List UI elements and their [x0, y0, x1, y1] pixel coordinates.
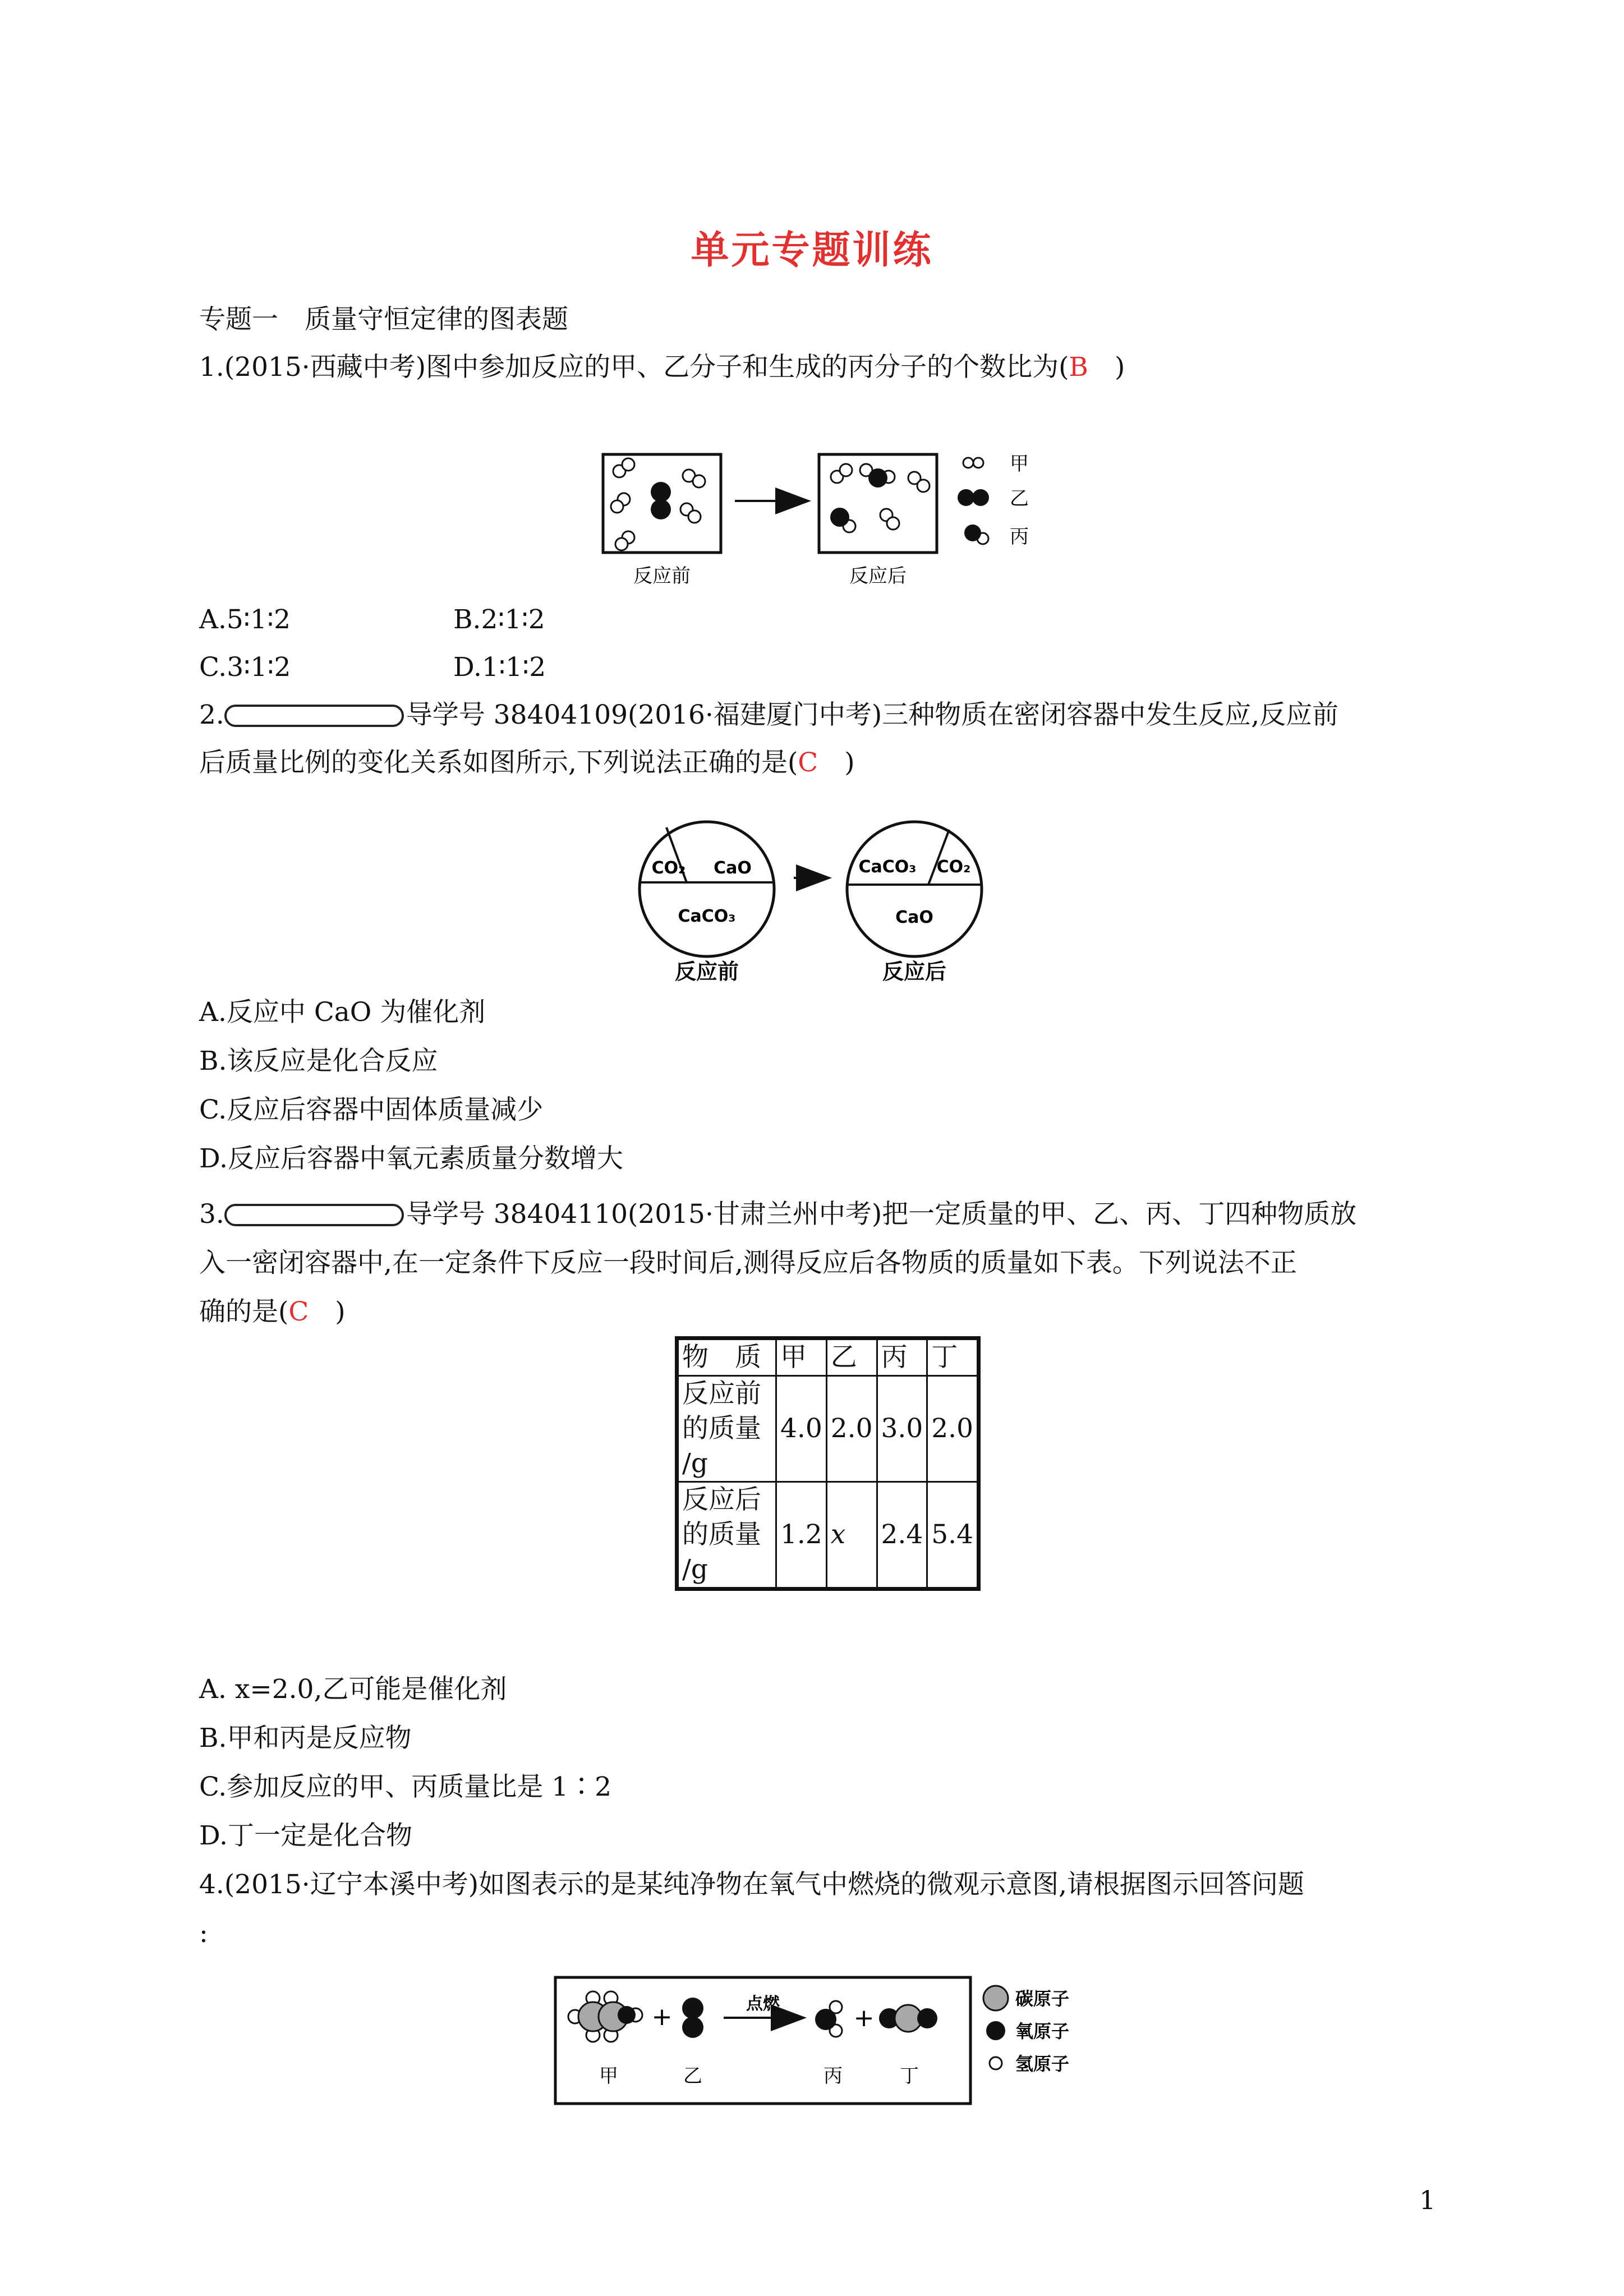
- q2-option-d: D.反应后容器中氧元素质量分数增大: [199, 1143, 623, 1174]
- mass-table: [675, 1336, 981, 1591]
- svg-text:+: +: [853, 2004, 875, 2032]
- q1-option-a: A.5∶1∶2: [199, 604, 291, 635]
- svg-text:+: +: [651, 2003, 673, 2031]
- q2-option-a: A.反应中 CaO 为催化剂: [199, 997, 486, 1028]
- svg-text:氢原子: 氢原子: [1015, 2053, 1070, 2074]
- table-row: 物 质 甲 乙 丙 丁: [677, 1338, 979, 1376]
- svg-text:CaO: CaO: [895, 908, 933, 927]
- legend-jia: 甲: [1010, 453, 1029, 475]
- svg-text:丙: 丙: [823, 2065, 843, 2087]
- q4-combustion-figure: [553, 1975, 1102, 2109]
- after-label: 反应后: [849, 565, 907, 587]
- svg-text:CO₂: CO₂: [936, 857, 971, 877]
- table-row: 反应前 的质量 /g 4.0 2.0 3.0 2.0: [677, 1376, 979, 1482]
- question-4-line-2: :: [199, 1918, 208, 1949]
- section-heading: 专题一 质量守恒定律的图表题: [199, 304, 568, 335]
- svg-text:CaCO₃: CaCO₃: [858, 857, 917, 877]
- answer-mark: B: [1069, 352, 1088, 383]
- page-number: 1: [1419, 2185, 1436, 2215]
- legend-bing: 丙: [1010, 526, 1029, 548]
- svg-text:甲: 甲: [599, 2065, 618, 2087]
- svg-text:乙: 乙: [683, 2065, 702, 2087]
- question-3: 3. 导学号 38404110(2015·甘肃兰州中考)把一定质量的甲、乙、丙、丁四种物质放: [199, 1199, 1357, 1230]
- q3-option-c: C.参加反应的甲、丙质量比是 1∶2: [199, 1772, 611, 1802]
- svg-text:碳原子: 碳原子: [1015, 1988, 1070, 2009]
- question-2-line-2: 后质量比例的变化关系如图所示,下列说法正确的是(C ): [199, 747, 855, 778]
- q1-reaction-figure: [595, 443, 1055, 595]
- answer-mark: C: [288, 1296, 309, 1327]
- q3-option-d: D.丁一定是化合物: [199, 1820, 412, 1851]
- question-number: 1.: [199, 352, 224, 383]
- q1-option-c: C.3∶1∶2: [199, 652, 291, 683]
- question-text: (2015·西藏中考)图中参加反应的甲、乙分子和生成的丙分子的个数比为(: [224, 352, 1069, 383]
- q1-option-b: B.2∶1∶2: [453, 604, 545, 635]
- page-title: 单元专题训练: [691, 228, 933, 273]
- answer-mark: C: [798, 747, 818, 778]
- question-4: 4.(2015·辽宁本溪中考)如图表示的是某纯净物在氧气中燃烧的微观示意图,请根据图示回答问题: [199, 1869, 1305, 1900]
- question-3-line-2: 入一密闭容器中,在一定条件下反应一段时间后,测得反应后各物质的质量如下表。下列说法不正: [199, 1248, 1297, 1278]
- q2-option-c: C.反应后容器中固体质量减少: [199, 1094, 544, 1125]
- reaction-condition: 点燃: [746, 1994, 780, 2014]
- q3-option-b: B.甲和丙是反应物: [199, 1723, 412, 1754]
- svg-text:CaCO₃: CaCO₃: [678, 907, 736, 926]
- svg-text:丁: 丁: [900, 2065, 919, 2087]
- question-1: 1.(2015·西藏中考)图中参加反应的甲、乙分子和生成的丙分子的个数比为(B ): [199, 352, 1125, 383]
- before-label: 反应前: [633, 565, 691, 587]
- question-2: 2. 导学号 38404109(2016·福建厦门中考)三种物质在密闭容器中发生反应,反应前: [199, 700, 1339, 730]
- q2-option-b: B.该反应是化合反应: [199, 1046, 438, 1076]
- question-3-line-3: 确的是(C ): [199, 1296, 346, 1327]
- q3-option-a: A. x=2.0,乙可能是催化剂: [199, 1674, 507, 1705]
- table-row: 反应后 的质量 /g 1.2 x 2.4 5.4: [677, 1482, 979, 1589]
- id-badge: [224, 1204, 404, 1226]
- svg-text:反应后: 反应后: [882, 959, 947, 984]
- svg-text:CaO: CaO: [714, 858, 752, 878]
- id-badge: [224, 705, 404, 727]
- svg-text:氧原子: 氧原子: [1015, 2021, 1070, 2042]
- q1-option-d: D.1∶1∶2: [453, 652, 546, 683]
- svg-text:CO₂: CO₂: [651, 858, 686, 878]
- legend-yi: 乙: [1010, 487, 1029, 510]
- svg-text:反应前: 反应前: [674, 959, 739, 984]
- q2-pie-figure: [634, 816, 1004, 984]
